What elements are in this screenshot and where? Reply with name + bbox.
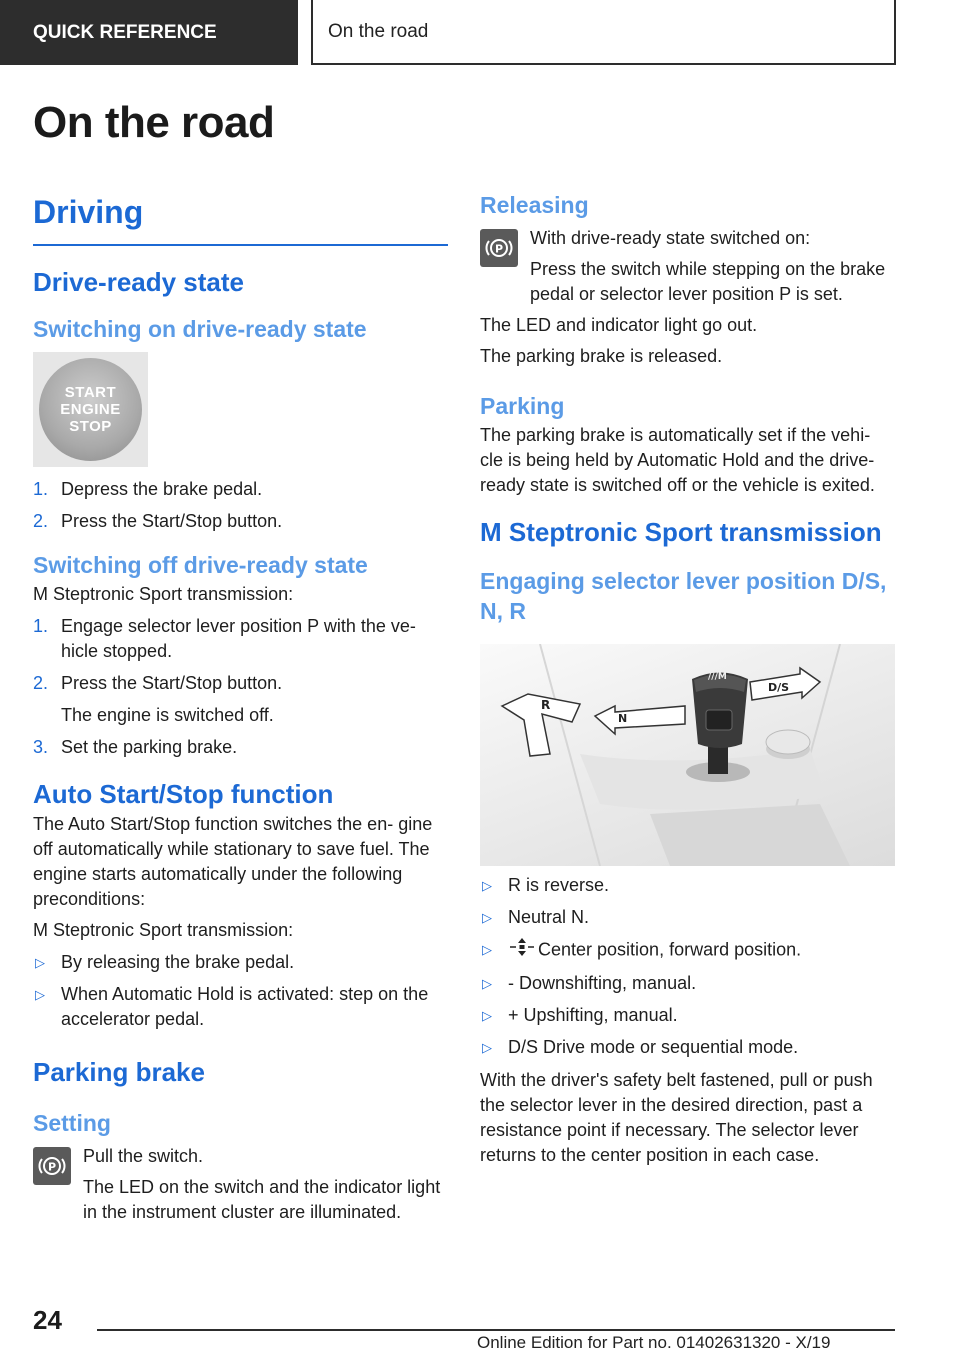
step-number: 2. xyxy=(33,673,49,693)
step-text: Set the parking brake. xyxy=(61,737,238,757)
bullet-text: D/S Drive mode or sequential mode. xyxy=(508,1037,799,1057)
header-chapter: On the road xyxy=(311,0,896,65)
parking-brake-icon xyxy=(480,229,518,267)
switch-off-steps xyxy=(33,614,448,760)
start-label: START xyxy=(64,384,117,401)
triangle-bullet-icon: ▷ xyxy=(35,987,45,1002)
bullet-text: R is reverse. xyxy=(508,875,610,895)
header-section: QUICK REFERENCE xyxy=(0,0,298,65)
list-item xyxy=(33,950,448,975)
setting-text-1: Pull the switch. xyxy=(83,1146,204,1166)
bullet-text: When Automatic Hold is activated: step on the accelerator pedal. xyxy=(61,984,429,1029)
off-intro: M Steptronic Sport transmission: xyxy=(33,584,294,604)
list-item xyxy=(480,873,895,898)
step-number: 1. xyxy=(33,616,49,636)
parking-text: The parking brake is automatically set if the vehi‐ cle is being held by Automatic Hold and the drive-ready state is switched off or the vehicle is exited. xyxy=(480,425,875,495)
page-number: 24 xyxy=(33,1305,62,1335)
step-text: Press the Start/Stop button. xyxy=(61,511,283,531)
heading-m-steptronic: M Steptronic Sport transmission xyxy=(480,517,882,547)
step-number: 1. xyxy=(33,479,49,499)
heading-parking-brake: Parking brake xyxy=(33,1057,205,1087)
releasing-text-3: The LED and indicator light go out. xyxy=(480,315,758,335)
photo-label-n: N xyxy=(618,712,628,725)
bullet-text: Center position, forward position. xyxy=(538,939,802,960)
photo-label-ds: D/S xyxy=(768,681,790,694)
step-text: Depress the brake pedal. xyxy=(61,479,263,499)
list-item xyxy=(33,614,448,664)
selector-lever-illustration xyxy=(480,644,895,866)
heading-parking: Parking xyxy=(480,393,565,419)
start-stop-button-icon xyxy=(39,358,142,461)
heading-drive-ready-state: Drive-ready state xyxy=(33,267,244,297)
list-item xyxy=(480,1035,895,1060)
bullet-text: - Downshifting, manual. xyxy=(508,973,697,993)
parking-brake-icon xyxy=(33,1147,71,1185)
step-text: Press the Start/Stop button. xyxy=(61,673,283,693)
photo-label-r: R xyxy=(541,698,551,712)
triangle-bullet-icon: ▷ xyxy=(482,910,492,925)
list-item xyxy=(33,982,448,1032)
selector-bullets xyxy=(480,873,895,1060)
triangle-bullet-icon: ▷ xyxy=(35,955,45,970)
stop-label: STOP xyxy=(69,418,112,435)
releasing-text-2: Press the switch while stepping on the brake pedal or selector lever position P is set. xyxy=(530,259,886,304)
closing-text: With the driver's safety belt fastened, pull or push the selector lever in the desired direction, past a resistance point if necessary. The selector lever returns to the center position in each case. xyxy=(480,1070,873,1165)
heading-engaging-selector: Engaging selector lever position D/S, N, R xyxy=(480,568,887,624)
releasing-text-1: With drive-ready state switched on: xyxy=(530,228,811,248)
heading-releasing: Releasing xyxy=(480,192,589,218)
triangle-bullet-icon: ▷ xyxy=(482,1040,492,1055)
triangle-bullet-icon: ▷ xyxy=(482,1008,492,1023)
svg-text:///M: ///M xyxy=(708,672,727,682)
center-position-icon xyxy=(508,937,538,964)
setting-text-2: The LED on the switch and the indicator light in the instrument cluster are illuminated. xyxy=(83,1177,441,1222)
heading-auto-start-stop: Auto Start/Stop function xyxy=(33,779,334,809)
list-item xyxy=(480,971,895,996)
page-title: On the road xyxy=(33,98,275,147)
auto-text: The Auto Start/Stop function switches the en‐ gine off automatically while stationary to save fuel. The engine starts automatically under the following preconditions: xyxy=(33,814,433,909)
list-item xyxy=(33,509,448,534)
bullet-text: By releasing the brake pedal. xyxy=(61,952,295,972)
selector-lever-photo xyxy=(480,644,895,866)
footer-divider xyxy=(97,1329,895,1331)
triangle-bullet-icon: ▷ xyxy=(482,878,492,893)
list-item xyxy=(33,477,448,502)
right-column xyxy=(480,190,895,1168)
bullet-text: Neutral N. xyxy=(508,907,590,927)
switch-on-steps xyxy=(33,477,448,534)
list-item xyxy=(480,1003,895,1028)
step-number: 3. xyxy=(33,737,49,757)
heading-switching-off: Switching off drive-ready state xyxy=(33,552,368,578)
heading-driving: Driving xyxy=(33,190,448,246)
left-column xyxy=(33,190,448,1225)
svg-text:P: P xyxy=(494,242,504,256)
list-item xyxy=(480,905,895,930)
releasing-text-4: The parking brake is released. xyxy=(480,346,723,366)
list-item xyxy=(33,671,448,728)
auto-intro: M Steptronic Sport transmission: xyxy=(33,920,294,940)
step-subtext: The engine is switched off. xyxy=(61,705,274,725)
svg-text:P: P xyxy=(47,1160,57,1174)
list-item xyxy=(33,735,448,760)
step-text: Engage selector lever position P with the ve‐ hicle stopped. xyxy=(61,616,416,661)
footer-edition: Online Edition for Part no. 01402631320 - X/19 xyxy=(477,1333,831,1352)
step-number: 2. xyxy=(33,511,49,531)
start-stop-button-image xyxy=(33,352,148,467)
triangle-bullet-icon: ▷ xyxy=(482,942,492,957)
triangle-bullet-icon: ▷ xyxy=(482,976,492,991)
heading-setting: Setting xyxy=(33,1110,111,1136)
engine-label: ENGINE xyxy=(60,401,121,418)
bullet-text: + Upshifting, manual. xyxy=(508,1005,678,1025)
list-item xyxy=(480,937,895,964)
heading-switching-on: Switching on drive-ready state xyxy=(33,316,367,342)
auto-bullets xyxy=(33,950,448,1032)
